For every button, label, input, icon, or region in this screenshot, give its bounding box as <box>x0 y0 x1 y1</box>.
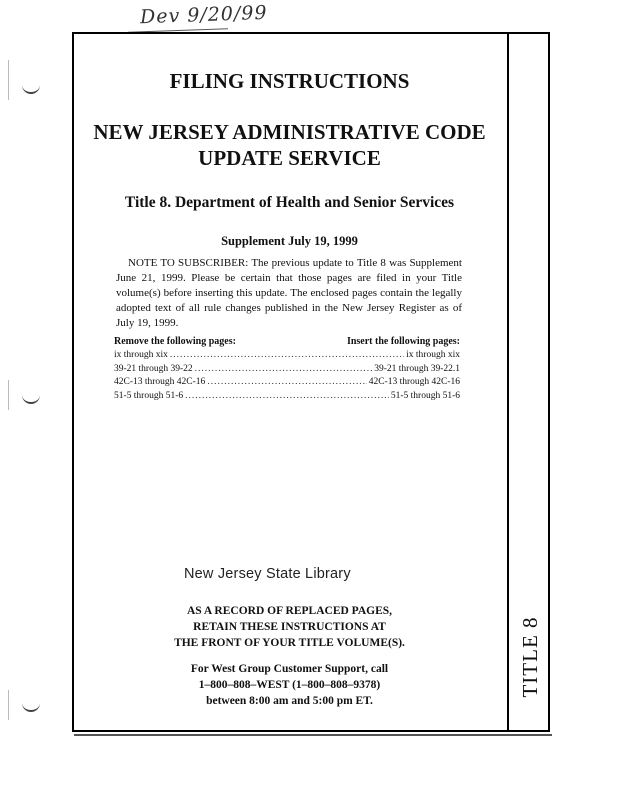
record-notice <box>72 603 507 651</box>
remove-pages: ix through xix <box>114 350 168 360</box>
support-phone: 1–800–808–WEST (1–800–808–9378) <box>198 679 381 691</box>
handwritten-note: Dev 9/20/99 <box>139 1 268 29</box>
binder-hole-mark <box>22 392 40 404</box>
margin-tick <box>8 60 9 100</box>
subscriber-note: NOTE TO SUBSCRIBER: The previous update to Title 8 was Supplement June 21, 1999. Please be certain that those pages are filed in your Title volume(s) before inserting this update. The enclosed pages contain the legally adopted text of all rule changes published in the New Jersey Register as of July 19, 1999. <box>116 257 462 329</box>
page-title: FILING INSTRUCTIONS <box>169 69 410 93</box>
margin-tick <box>8 380 9 410</box>
insert-pages: ix through xix <box>406 350 460 360</box>
title-heading: Title 8. Department of Health and Senior Services <box>124 194 455 211</box>
tab-label: TITLE 8 <box>518 616 542 698</box>
dot-leader <box>207 376 366 389</box>
table-row <box>114 390 460 404</box>
binder-hole-mark <box>22 700 40 712</box>
insert-pages: 39-21 through 39-22.1 <box>374 363 460 374</box>
dot-leader <box>195 363 373 376</box>
record-line: RETAIN THESE INSTRUCTIONS AT <box>193 621 386 633</box>
record-line: AS A RECORD OF REPLACED PAGES, <box>186 605 393 617</box>
dot-leader <box>170 349 404 362</box>
code-title-line2: UPDATE SERVICE <box>198 146 381 170</box>
tab-divider <box>507 32 509 732</box>
margin-tick <box>8 690 9 720</box>
remove-pages: 51-5 through 51-6 <box>114 390 184 401</box>
insert-pages: 51-5 through 51-6 <box>390 390 460 401</box>
insert-header: Insert the following pages: <box>346 336 460 347</box>
dot-leader <box>185 390 389 403</box>
code-title-line1: NEW JERSEY ADMINISTRATIVE CODE <box>93 120 486 144</box>
table-row <box>114 349 460 363</box>
frame-shadow <box>74 734 552 736</box>
support-hours: between 8:00 am and 5:00 pm ET. <box>206 695 373 707</box>
pages-table <box>114 349 460 403</box>
customer-support <box>72 661 507 709</box>
remove-pages: 39-21 through 39-22 <box>114 363 193 374</box>
library-stamp: New Jersey State Library <box>184 566 351 582</box>
insert-pages: 42C-13 through 42C-16 <box>368 377 460 387</box>
table-row <box>114 363 460 377</box>
supplement-date: Supplement July 19, 1999 <box>221 234 358 248</box>
record-line: THE FRONT OF YOUR TITLE VOLUME(S). <box>174 637 405 649</box>
support-line: For West Group Customer Support, call <box>190 663 389 675</box>
pages-table-header <box>114 336 460 347</box>
remove-pages: 42C-13 through 42C-16 <box>114 377 206 387</box>
binder-hole-mark <box>22 82 40 94</box>
remove-header: Remove the following pages: <box>114 336 236 347</box>
table-row <box>114 376 460 390</box>
